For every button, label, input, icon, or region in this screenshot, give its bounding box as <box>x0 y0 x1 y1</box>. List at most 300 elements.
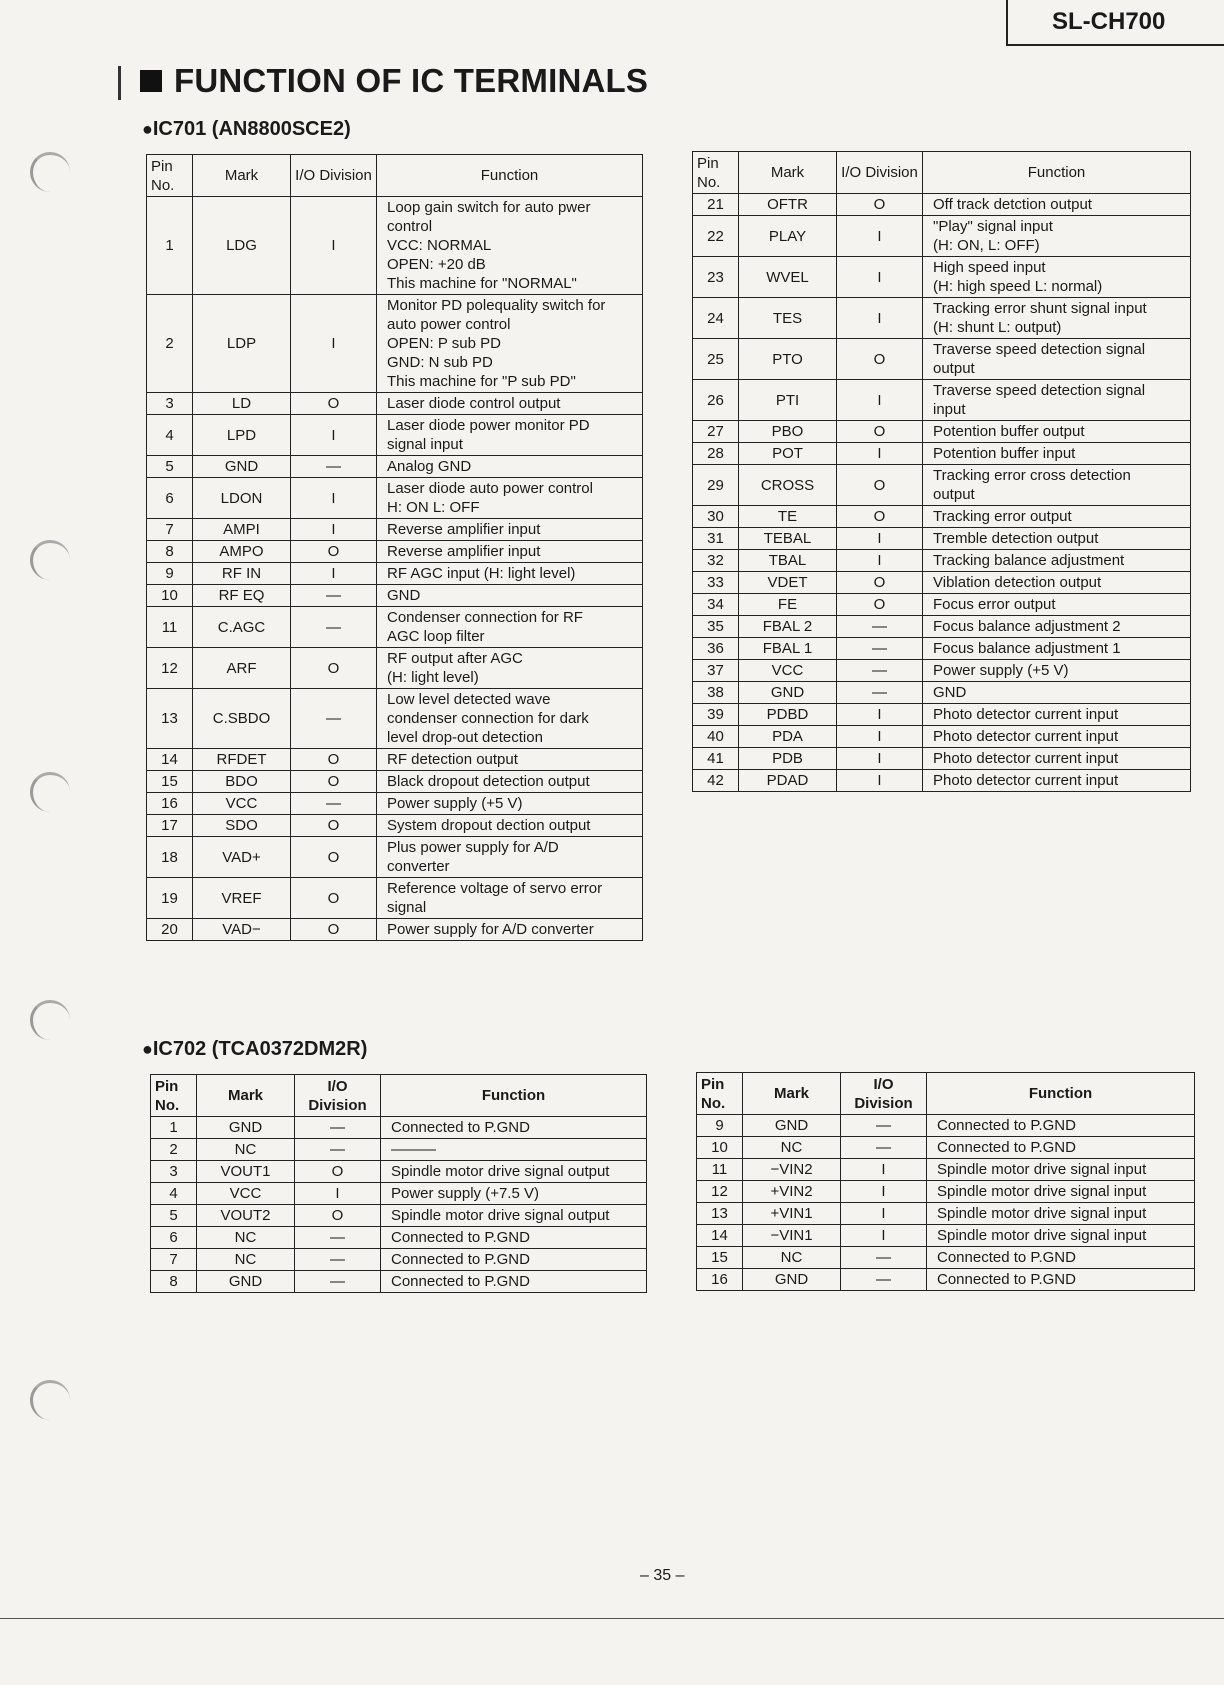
pin-cell: 7 <box>147 519 193 541</box>
col-header-function: Function <box>927 1073 1195 1115</box>
mark-cell: PDA <box>739 726 837 748</box>
pin-cell: 6 <box>147 478 193 519</box>
function-line: Connected to P.GND <box>391 1119 530 1136</box>
function-line: Power supply (+5 V) <box>933 662 1069 679</box>
mark-cell: ARF <box>193 648 291 689</box>
function-cell <box>381 1139 647 1161</box>
table-row <box>697 1225 1195 1247</box>
table-row <box>147 793 643 815</box>
io-cell: O <box>837 572 923 594</box>
bullet-dot-icon: ● <box>142 119 153 139</box>
function-cell <box>923 465 1191 506</box>
function-cell <box>923 616 1191 638</box>
function-line: Reverse amplifier input <box>387 543 541 560</box>
table-row <box>147 456 643 478</box>
mark-cell: GND <box>739 682 837 704</box>
table-row <box>693 506 1191 528</box>
function-line: Low level detected wave <box>387 691 551 708</box>
function-line: "Play" signal input <box>933 218 1053 235</box>
function-cell <box>377 519 643 541</box>
table-row <box>147 415 643 456</box>
pin-cell: 38 <box>693 682 739 704</box>
io-cell: I <box>841 1159 927 1181</box>
col-header-pin: Pin No. <box>151 1075 197 1117</box>
pin-cell: 9 <box>697 1115 743 1137</box>
table-row <box>693 465 1191 506</box>
function-cell <box>377 771 643 793</box>
io-cell: — <box>291 456 377 478</box>
mark-cell: PDBD <box>739 704 837 726</box>
table-row <box>697 1203 1195 1225</box>
mark-cell: VAD+ <box>193 837 291 878</box>
pin-cell: 14 <box>147 749 193 771</box>
mark-cell: LD <box>193 393 291 415</box>
pin-cell: 22 <box>693 216 739 257</box>
mark-cell: VCC <box>739 660 837 682</box>
function-line: Connected to P.GND <box>937 1139 1076 1156</box>
col-header-io: I/O Division <box>837 152 923 194</box>
section-title-text: FUNCTION OF IC TERMINALS <box>174 62 649 99</box>
io-cell: — <box>841 1269 927 1291</box>
pin-cell: 21 <box>693 194 739 216</box>
pin-cell: 5 <box>147 456 193 478</box>
function-cell <box>923 594 1191 616</box>
io-cell: I <box>837 380 923 421</box>
table-row <box>147 519 643 541</box>
function-line: input <box>933 401 966 418</box>
table-row <box>151 1249 647 1271</box>
pin-cell: 15 <box>147 771 193 793</box>
pin-cell: 34 <box>693 594 739 616</box>
function-cell <box>377 919 643 941</box>
function-line: Power supply (+5 V) <box>387 795 523 812</box>
function-line: Power supply (+7.5 V) <box>391 1185 539 1202</box>
table-row <box>697 1137 1195 1159</box>
pin-cell: 39 <box>693 704 739 726</box>
io-cell: I <box>841 1203 927 1225</box>
function-cell <box>923 528 1191 550</box>
io-cell: I <box>837 528 923 550</box>
col-header-mark: Mark <box>193 155 291 197</box>
mark-cell: TES <box>739 298 837 339</box>
function-cell <box>377 563 643 585</box>
pin-cell: 14 <box>697 1225 743 1247</box>
function-line: OPEN: P sub PD <box>387 335 501 352</box>
function-line: Black dropout detection output <box>387 773 590 790</box>
mark-cell: PDAD <box>739 770 837 792</box>
table-row <box>147 878 643 919</box>
mark-cell: NC <box>743 1137 841 1159</box>
mark-cell: TE <box>739 506 837 528</box>
mark-cell: GND <box>197 1117 295 1139</box>
io-cell: O <box>291 878 377 919</box>
table-row <box>697 1247 1195 1269</box>
function-cell <box>377 793 643 815</box>
function-cell <box>923 257 1191 298</box>
table-row <box>693 704 1191 726</box>
function-line: Loop gain switch for auto pwer <box>387 199 591 216</box>
function-line: (H: light level) <box>387 669 479 686</box>
io-cell: O <box>291 837 377 878</box>
function-line: H: ON L: OFF <box>387 499 480 516</box>
function-cell <box>923 638 1191 660</box>
ic701-table-left <box>146 154 643 941</box>
table-row <box>693 380 1191 421</box>
function-cell <box>381 1271 647 1293</box>
pin-cell: 23 <box>693 257 739 298</box>
col-header-pin: Pin No. <box>697 1073 743 1115</box>
table-row <box>151 1139 647 1161</box>
function-line: Potention buffer output <box>933 423 1085 440</box>
function-line: Spindle motor drive signal output <box>391 1207 610 1224</box>
function-line: Focus balance adjustment 2 <box>933 618 1121 635</box>
function-line: Focus balance adjustment 1 <box>933 640 1121 657</box>
pin-cell: 32 <box>693 550 739 572</box>
table-row <box>693 339 1191 380</box>
ic702-table-left <box>150 1074 647 1293</box>
function-line: Focus error output <box>933 596 1056 613</box>
table-row <box>147 478 643 519</box>
table-row <box>693 682 1191 704</box>
table-row <box>693 572 1191 594</box>
mark-cell: PBO <box>739 421 837 443</box>
pin-cell: 10 <box>147 585 193 607</box>
function-cell <box>923 339 1191 380</box>
table-row <box>147 771 643 793</box>
function-cell <box>927 1181 1195 1203</box>
function-cell <box>927 1225 1195 1247</box>
function-cell <box>927 1247 1195 1269</box>
function-line: control <box>387 218 433 235</box>
io-cell: O <box>291 815 377 837</box>
mark-cell: FBAL 2 <box>739 616 837 638</box>
function-line: Spindle motor drive signal input <box>937 1183 1147 1200</box>
function-cell <box>377 585 643 607</box>
function-cell <box>923 443 1191 465</box>
io-cell: O <box>291 749 377 771</box>
table-row <box>147 919 643 941</box>
function-line: GND <box>933 684 967 701</box>
bullet-dot-icon: ● <box>142 1039 153 1059</box>
function-line: AGC loop filter <box>387 628 485 645</box>
pin-cell: 15 <box>697 1247 743 1269</box>
table-row <box>147 197 643 295</box>
io-cell: — <box>291 793 377 815</box>
function-cell <box>377 689 643 749</box>
binder-hole-icon <box>30 772 70 812</box>
function-line: ——— <box>391 1141 436 1158</box>
table-row <box>693 770 1191 792</box>
pin-cell: 41 <box>693 748 739 770</box>
function-line: Reverse amplifier input <box>387 521 541 538</box>
function-line: converter <box>387 858 450 875</box>
table-row <box>693 638 1191 660</box>
mark-cell: FBAL 1 <box>739 638 837 660</box>
mark-cell: POT <box>739 443 837 465</box>
pin-cell: 26 <box>693 380 739 421</box>
io-cell: — <box>295 1139 381 1161</box>
function-cell <box>377 607 643 648</box>
io-cell: O <box>291 771 377 793</box>
mark-cell: SDO <box>193 815 291 837</box>
mark-cell: CROSS <box>739 465 837 506</box>
table-row <box>693 594 1191 616</box>
function-line: Viblation detection output <box>933 574 1102 591</box>
function-line: Analog GND <box>387 458 472 475</box>
table-row <box>147 393 643 415</box>
io-cell: I <box>841 1225 927 1247</box>
function-cell <box>923 216 1191 257</box>
function-line: Photo detector current input <box>933 750 1119 767</box>
function-cell <box>377 541 643 563</box>
function-cell <box>381 1117 647 1139</box>
function-cell <box>923 572 1191 594</box>
pin-cell: 13 <box>697 1203 743 1225</box>
function-cell <box>381 1183 647 1205</box>
function-cell <box>381 1227 647 1249</box>
mark-cell: VREF <box>193 878 291 919</box>
function-cell <box>927 1115 1195 1137</box>
table-row <box>147 815 643 837</box>
io-cell: I <box>837 443 923 465</box>
mark-cell: −VIN1 <box>743 1225 841 1247</box>
function-line: VCC: NORMAL <box>387 237 492 254</box>
pin-cell: 20 <box>147 919 193 941</box>
ic701-table-right <box>692 151 1191 792</box>
function-line: GND <box>387 587 421 604</box>
mark-cell: VOUT2 <box>197 1205 295 1227</box>
pin-cell: 7 <box>151 1249 197 1271</box>
pin-cell: 16 <box>147 793 193 815</box>
function-line: Spindle motor drive signal output <box>391 1163 610 1180</box>
io-cell: I <box>841 1181 927 1203</box>
table-row <box>693 616 1191 638</box>
table-row <box>151 1117 647 1139</box>
mark-cell: LDG <box>193 197 291 295</box>
io-cell: — <box>295 1271 381 1293</box>
col-header-pin: Pin No. <box>693 152 739 194</box>
pin-cell: 12 <box>697 1181 743 1203</box>
io-cell: — <box>837 616 923 638</box>
io-cell: I <box>837 748 923 770</box>
binder-hole-icon <box>30 1000 70 1040</box>
io-cell: O <box>291 393 377 415</box>
function-cell <box>927 1203 1195 1225</box>
io-cell: — <box>291 607 377 648</box>
model-number: SL-CH700 <box>1006 0 1224 46</box>
mark-cell: TEBAL <box>739 528 837 550</box>
col-header-mark: Mark <box>743 1073 841 1115</box>
ic702-table-right <box>696 1072 1195 1291</box>
io-cell: I <box>837 770 923 792</box>
mark-cell: NC <box>197 1139 295 1161</box>
function-line: OPEN: +20 dB <box>387 256 486 273</box>
function-cell <box>377 197 643 295</box>
table-row <box>151 1271 647 1293</box>
pin-cell: 4 <box>147 415 193 456</box>
mark-cell: C.AGC <box>193 607 291 648</box>
function-cell <box>927 1137 1195 1159</box>
io-cell: I <box>291 519 377 541</box>
mark-cell: PDB <box>739 748 837 770</box>
pin-cell: 36 <box>693 638 739 660</box>
io-cell: I <box>837 257 923 298</box>
pin-cell: 16 <box>697 1269 743 1291</box>
mark-cell: NC <box>197 1227 295 1249</box>
mark-cell: VCC <box>193 793 291 815</box>
col-header-io: I/O Division <box>295 1075 381 1117</box>
function-line: GND: N sub PD <box>387 354 493 371</box>
function-cell <box>381 1161 647 1183</box>
mark-cell: TBAL <box>739 550 837 572</box>
col-header-mark: Mark <box>739 152 837 194</box>
function-cell <box>923 506 1191 528</box>
function-line: High speed input <box>933 259 1046 276</box>
function-line: Tracking error output <box>933 508 1072 525</box>
table-row <box>693 726 1191 748</box>
io-cell: I <box>291 563 377 585</box>
pin-cell: 13 <box>147 689 193 749</box>
mark-cell: +VIN1 <box>743 1203 841 1225</box>
table-row <box>147 837 643 878</box>
function-cell <box>923 194 1191 216</box>
pin-cell: 9 <box>147 563 193 585</box>
pin-cell: 27 <box>693 421 739 443</box>
function-line: (H: shunt L: output) <box>933 319 1062 336</box>
table-row <box>147 563 643 585</box>
margin-bar <box>118 66 121 100</box>
table-row <box>151 1183 647 1205</box>
mark-cell: LDP <box>193 295 291 393</box>
io-cell: — <box>291 585 377 607</box>
pin-cell: 31 <box>693 528 739 550</box>
function-line: Spindle motor drive signal input <box>937 1205 1147 1222</box>
pin-cell: 3 <box>151 1161 197 1183</box>
function-line: Photo detector current input <box>933 728 1119 745</box>
mark-cell: OFTR <box>739 194 837 216</box>
table-row <box>693 550 1191 572</box>
table-row <box>147 295 643 393</box>
mark-cell: FE <box>739 594 837 616</box>
function-line: (H: high speed L: normal) <box>933 278 1103 295</box>
table-row <box>147 585 643 607</box>
io-cell: O <box>291 648 377 689</box>
pin-cell: 2 <box>147 295 193 393</box>
function-line: Monitor PD polequality switch for <box>387 297 606 314</box>
pin-cell: 8 <box>147 541 193 563</box>
ic701-title: IC701 (AN8800SCE2) <box>152 118 351 140</box>
io-cell: I <box>291 197 377 295</box>
mark-cell: PTO <box>739 339 837 380</box>
pin-cell: 40 <box>693 726 739 748</box>
function-line: System dropout dection output <box>387 817 591 834</box>
col-header-function: Function <box>923 152 1191 194</box>
io-cell: I <box>291 478 377 519</box>
function-cell <box>923 726 1191 748</box>
function-line: Tracking balance adjustment <box>933 552 1125 569</box>
pin-cell: 10 <box>697 1137 743 1159</box>
function-line: condenser connection for dark <box>387 710 589 727</box>
function-line: Off track detction output <box>933 196 1092 213</box>
io-cell: O <box>837 421 923 443</box>
function-cell <box>923 770 1191 792</box>
io-cell: O <box>837 339 923 380</box>
table-row <box>151 1205 647 1227</box>
function-cell <box>377 478 643 519</box>
table-row <box>693 194 1191 216</box>
table-row <box>697 1181 1195 1203</box>
io-cell: — <box>291 689 377 749</box>
square-bullet-icon <box>140 70 162 92</box>
io-cell: I <box>837 704 923 726</box>
col-header-mark: Mark <box>197 1075 295 1117</box>
function-line: Connected to P.GND <box>391 1273 530 1290</box>
function-cell <box>381 1249 647 1271</box>
io-cell: O <box>837 465 923 506</box>
mark-cell: RF IN <box>193 563 291 585</box>
function-line: Spindle motor drive signal input <box>937 1227 1147 1244</box>
mark-cell: RF EQ <box>193 585 291 607</box>
table-row <box>693 257 1191 298</box>
mark-cell: RFDET <box>193 749 291 771</box>
function-line: Connected to P.GND <box>391 1251 530 1268</box>
ic702-heading <box>142 1038 367 1061</box>
io-cell: O <box>837 194 923 216</box>
mark-cell: VAD− <box>193 919 291 941</box>
io-cell: O <box>295 1161 381 1183</box>
mark-cell: VCC <box>197 1183 295 1205</box>
table-row <box>147 607 643 648</box>
io-cell: I <box>837 216 923 257</box>
io-cell: O <box>291 919 377 941</box>
mark-cell: NC <box>743 1247 841 1269</box>
function-cell <box>381 1205 647 1227</box>
mark-cell: WVEL <box>739 257 837 298</box>
pin-cell: 5 <box>151 1205 197 1227</box>
function-line: signal <box>387 899 427 916</box>
function-cell <box>923 704 1191 726</box>
io-cell: O <box>837 594 923 616</box>
mark-cell: LPD <box>193 415 291 456</box>
pin-cell: 29 <box>693 465 739 506</box>
section-title <box>140 62 648 100</box>
function-line: Photo detector current input <box>933 772 1119 789</box>
function-line: output <box>933 486 975 503</box>
function-line: RF output after AGC <box>387 650 523 667</box>
table-row <box>693 421 1191 443</box>
ic702-title: IC702 (TCA0372DM2R) <box>152 1038 368 1060</box>
mark-cell: LDON <box>193 478 291 519</box>
io-cell: — <box>295 1117 381 1139</box>
pin-cell: 33 <box>693 572 739 594</box>
function-cell <box>377 393 643 415</box>
pin-cell: 30 <box>693 506 739 528</box>
mark-cell: +VIN2 <box>743 1181 841 1203</box>
io-cell: I <box>291 415 377 456</box>
io-cell: O <box>291 541 377 563</box>
io-cell: I <box>291 295 377 393</box>
io-cell: — <box>841 1247 927 1269</box>
function-cell <box>927 1159 1195 1181</box>
function-line: Connected to P.GND <box>937 1249 1076 1266</box>
function-line: This machine for "P sub PD" <box>387 373 576 390</box>
mark-cell: PLAY <box>739 216 837 257</box>
function-line: Spindle motor drive signal input <box>937 1161 1147 1178</box>
function-line: Photo detector current input <box>933 706 1119 723</box>
function-line: Plus power supply for A/D <box>387 839 559 856</box>
function-cell <box>923 421 1191 443</box>
io-cell: — <box>837 638 923 660</box>
